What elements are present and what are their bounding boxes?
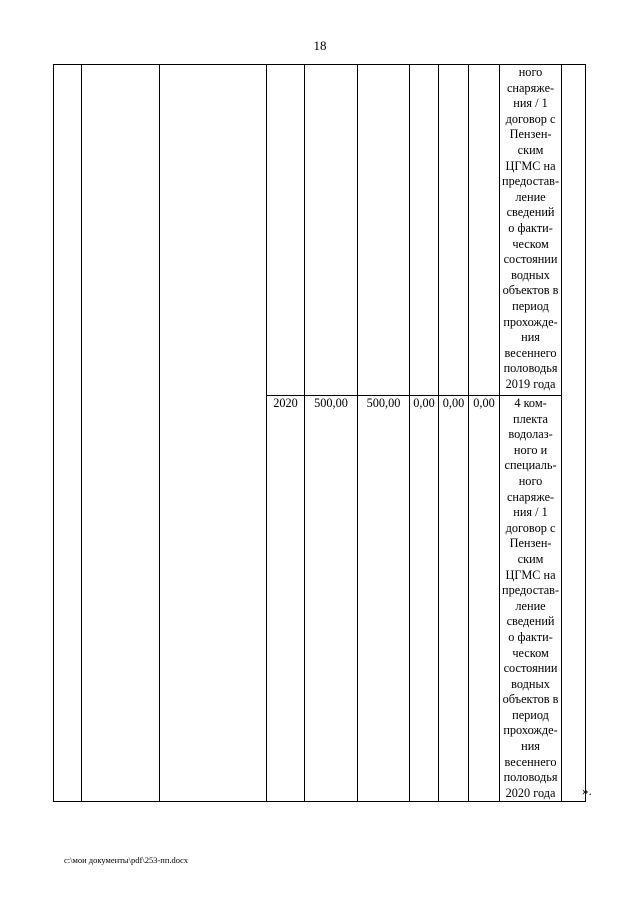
cell-regional-budget xyxy=(358,65,410,396)
cell-indicator-2019: ного снаряже- ния / 1 договор с Пензен- ским ЦГМС на предостав- ление сведений о факти- ческом состоянии водных объектов в период прохожде- ния весеннего половодья 2019 года xyxy=(500,65,562,396)
cell-regional-budget: 500,00 xyxy=(358,396,410,802)
cell-number xyxy=(54,65,82,802)
table-row xyxy=(54,65,586,396)
footer-file-path: c:\мои документы\pdf\253-пп.docx xyxy=(64,855,189,865)
cell-year: 2020 xyxy=(267,396,305,802)
page-number: 18 xyxy=(313,38,327,53)
program-table xyxy=(53,64,586,802)
cell-federal-budget: 0,00 xyxy=(410,396,439,802)
cell-local-budget xyxy=(439,65,469,396)
cell-other-sources: 0,00 xyxy=(469,396,500,802)
cell-other-sources xyxy=(469,65,500,396)
cell-local-budget: 0,00 xyxy=(439,396,469,802)
cell-year xyxy=(267,65,305,396)
cell-event-name xyxy=(82,65,160,802)
cell-federal-budget xyxy=(410,65,439,396)
cell-total xyxy=(305,65,358,396)
cell-executor xyxy=(160,65,267,802)
cell-indicator-2020: 4 ком- плекта водолаз- ного и специаль- ного снаряже- ния / 1 договор с Пензен- ским ЦГМС на предостав- ление сведений о факти- ческом состоянии водных объектов в период прохожде- ния весеннего половодья 2020 года xyxy=(500,396,562,802)
cell-last xyxy=(562,65,586,802)
closing-quote: ». xyxy=(582,783,592,798)
cell-total: 500,00 xyxy=(305,396,358,802)
